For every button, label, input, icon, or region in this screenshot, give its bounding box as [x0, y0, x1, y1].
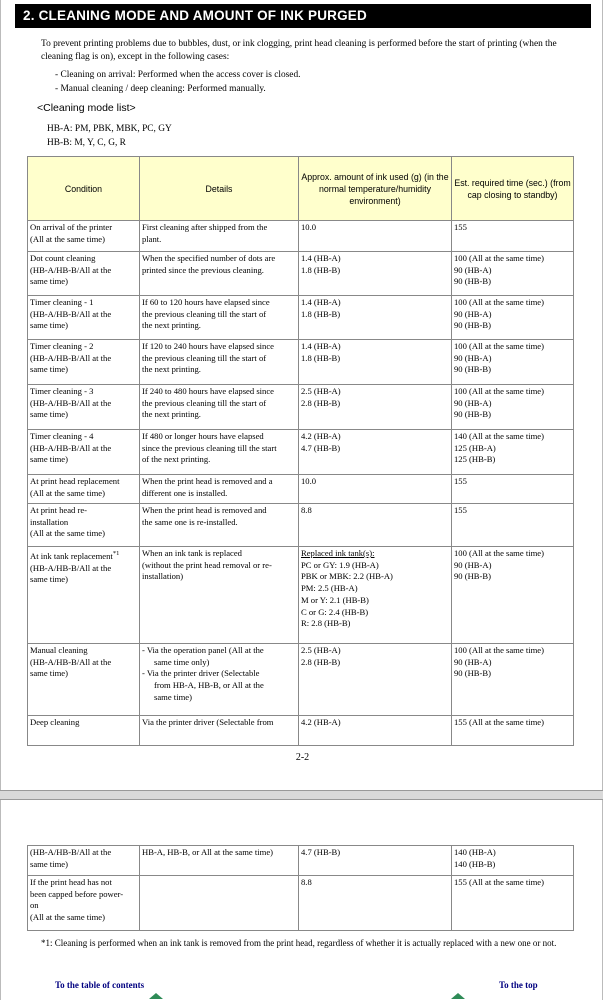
cell-time: [452, 430, 574, 475]
cell-line: If 480 or longer hours have elapsed: [142, 431, 264, 441]
cell-details: [140, 252, 299, 296]
cell-line: 125 (HB-B): [454, 454, 496, 465]
cell-line: [30, 454, 137, 466]
cell-line: [30, 563, 137, 575]
cell-line: [30, 386, 137, 398]
cell-details: [140, 340, 299, 385]
cell-line: [30, 645, 137, 657]
cell-line: 155 (All at the same time): [454, 877, 544, 887]
cell-condition: [28, 221, 140, 252]
cell-text: Dot count cleaning: [30, 253, 96, 263]
cell-text: (HB-A/HB-B/All at the: [30, 352, 112, 363]
cell-line: When the print head is removed and a: [142, 476, 273, 486]
header-time: Est. required time (sec.) (from cap closing to standby): [452, 157, 574, 221]
cell-line: 90 (HB-A): [454, 397, 492, 408]
cell-line: [30, 505, 137, 517]
cell-text: (HB-A/HB-B/All at the: [30, 264, 112, 275]
cell-time: [452, 296, 574, 340]
cell-line: [30, 443, 137, 455]
cell-text: same time): [30, 858, 68, 869]
cell-line: 90 (HB-A): [454, 352, 492, 363]
cell-line: 90 (HB-A): [454, 559, 492, 570]
cell-amount: [299, 876, 452, 931]
cell-line: [30, 859, 137, 871]
intro-paragraph: To prevent printing problems due to bubbles, dust, or ink clogging, print head cleaning is performed before the start of printing (when the cleaning flag is on), except in the following cases:: [41, 39, 557, 62]
cell-condition: [28, 296, 140, 340]
cell-amount: [299, 716, 452, 746]
cell-text: (HB-A/HB-B/All at the: [30, 656, 112, 667]
cell-details: [140, 385, 299, 430]
cell-line: 1.8 (HB-B): [301, 352, 341, 363]
top-link[interactable]: To the top: [499, 980, 538, 990]
cell-time: [452, 475, 574, 504]
cell-line: [30, 847, 137, 859]
cell-amount: [299, 296, 452, 340]
cell-line: the previous cleaning till the start of: [142, 352, 267, 363]
cell-line: [30, 309, 137, 321]
cell-line: 90 (HB-A): [454, 656, 492, 667]
table-row: [28, 385, 574, 430]
bullet-item: - Cleaning on arrival: Performed when the access cover is closed.: [55, 70, 301, 80]
cell-line: 1.4 (HB-A): [301, 253, 341, 263]
cell-line: 125 (HB-A): [454, 442, 496, 453]
table-header-row: [28, 157, 574, 221]
table-row: [28, 340, 574, 385]
cell-text: Timer cleaning - 4: [30, 431, 94, 441]
bullet-item: - Manual cleaning / deep cleaning: Performed manually.: [55, 84, 266, 94]
cell-line: 1.8 (HB-B): [301, 308, 341, 319]
cell-line: First cleaning after shipped from the: [142, 222, 268, 232]
cell-amount: [299, 504, 452, 547]
footnote-mark: *1: [112, 550, 120, 557]
table-row: [28, 475, 574, 504]
cell-text: on: [30, 900, 39, 911]
cell-line: [30, 276, 137, 288]
cell-text: (HB-A/HB-B/All at the: [30, 847, 112, 857]
cell-text: Deep cleaning: [30, 717, 80, 727]
cell-text: Manual cleaning: [30, 645, 88, 655]
cell-text: On arrival of the printer: [30, 222, 113, 232]
cell-time: [452, 385, 574, 430]
cell-line: the next printing.: [142, 364, 201, 375]
cell-line: [30, 265, 137, 277]
cell-line: 100 (All at the same time): [454, 645, 544, 655]
cell-text: (All at the same time): [30, 912, 105, 923]
cell-text: (All at the same time): [30, 233, 105, 244]
cell-text: same time): [30, 409, 68, 420]
arrow-left-icon[interactable]: [149, 993, 163, 999]
cell-line: [30, 889, 137, 901]
cell-details: [140, 876, 299, 931]
cell-line: Via the printer driver (Selectable from: [142, 717, 274, 727]
cell-line: since the previous cleaning till the start: [142, 442, 277, 453]
cleaning-cases-list: [55, 68, 575, 96]
cell-line: When the specified number of dots are: [142, 253, 276, 263]
cell-text: installation: [30, 516, 69, 527]
cell-line: [30, 297, 137, 309]
cell-time: [452, 221, 574, 252]
cell-line: printed since the previous cleaning.: [142, 264, 264, 275]
cell-details: [140, 644, 299, 716]
cell-line: [30, 717, 137, 729]
cell-amount: [299, 340, 452, 385]
cell-details: [140, 296, 299, 340]
cell-text: (HB-A/HB-B/All at the: [30, 442, 112, 453]
mode-list-heading: <Cleaning mode list>: [37, 102, 136, 114]
cell-amount: [299, 547, 452, 644]
cell-line: [30, 900, 137, 912]
cell-details: [140, 475, 299, 504]
cell-line: 155 (All at the same time): [454, 717, 544, 727]
cell-line: [30, 488, 137, 500]
cell-text: (All at the same time): [30, 487, 105, 498]
cell-text: same time): [30, 276, 68, 287]
cell-line: (without the print head removal or re-: [142, 559, 272, 570]
cell-text: (All at the same time): [30, 528, 105, 539]
table-row: [28, 716, 574, 746]
cell-text: Timer cleaning - 3: [30, 386, 94, 396]
hb-a-line: HB-A: PM, PBK, MBK, PC, GY: [47, 124, 172, 134]
cell-line: [30, 431, 137, 443]
cell-line: [30, 353, 137, 365]
cell-line: If 120 to 240 hours have elapsed since: [142, 341, 274, 351]
table-row: [28, 547, 574, 644]
cell-time: [452, 644, 574, 716]
cell-line: [30, 234, 137, 246]
cell-line: plant.: [142, 233, 162, 244]
cell-amount: [299, 475, 452, 504]
dash-line: - Via the printer driver (Selectable: [142, 668, 260, 679]
cell-line: of the next printing.: [142, 454, 211, 465]
cell-line: 4.7 (HB-B): [301, 442, 341, 453]
cell-line: HB-A, HB-B, or All at the same time): [142, 847, 274, 857]
table-row: [28, 296, 574, 340]
head-block-list: [47, 122, 172, 150]
dash-line: same time only): [154, 656, 210, 667]
cell-line: the previous cleaning till the start of: [142, 308, 267, 319]
cell-line: [30, 548, 137, 563]
cell-line: 10.0: [301, 222, 317, 232]
cell-text: (HB-A/HB-B/All at the: [30, 397, 112, 408]
cell-text: (HB-A/HB-B/All at the: [30, 562, 112, 573]
cell-line: 8.8: [301, 505, 312, 515]
table-row: [28, 876, 574, 931]
cell-line: 140 (HB-A): [454, 847, 496, 857]
page-separator: [0, 790, 603, 800]
header-condition: Condition: [28, 157, 140, 221]
cell-line: 100 (All at the same time): [454, 253, 544, 263]
cell-line: When the print head is removed and: [142, 505, 267, 515]
cell-line: 90 (HB-B): [454, 409, 491, 420]
cell-amount: [299, 252, 452, 296]
cell-line: M or Y: 2.1 (HB-B): [301, 594, 369, 605]
cell-line: the next printing.: [142, 320, 201, 331]
cell-time: [452, 340, 574, 385]
cell-line: [30, 222, 137, 234]
cell-text: At print head replacement: [30, 476, 120, 486]
cell-line: C or G: 2.4 (HB-B): [301, 606, 369, 617]
dash-line: same time): [154, 691, 192, 702]
cell-condition: [28, 547, 140, 644]
cell-text: Timer cleaning - 2: [30, 341, 94, 351]
cell-line: [30, 517, 137, 529]
table-row: [28, 252, 574, 296]
cell-details: [140, 716, 299, 746]
cell-line: [30, 574, 137, 586]
cell-line: 140 (All at the same time): [454, 431, 544, 441]
toc-link[interactable]: To the table of contents: [55, 980, 145, 990]
cell-condition: [28, 716, 140, 746]
cell-line: different one is installed.: [142, 487, 228, 498]
hb-b-line: HB-B: M, Y, C, G, R: [47, 138, 126, 148]
cell-amount: [299, 644, 452, 716]
cell-condition: [28, 385, 140, 430]
cell-line: 90 (HB-A): [454, 308, 492, 319]
cell-line: 2.8 (HB-B): [301, 397, 341, 408]
cell-line: 90 (HB-B): [454, 571, 491, 582]
cell-line: 90 (HB-B): [454, 320, 491, 331]
cell-line: 4.2 (HB-A): [301, 717, 341, 727]
cell-line: 2.5 (HB-A): [301, 645, 341, 655]
cell-line: 90 (HB-B): [454, 276, 491, 287]
cell-time: [452, 252, 574, 296]
cell-line: [30, 476, 137, 488]
cell-amount: [299, 385, 452, 430]
header-amount: Approx. amount of ink used (g) (in the normal temperature/humidity environment): [299, 157, 452, 221]
cell-line: [30, 364, 137, 376]
cell-time: [452, 504, 574, 547]
cell-condition: [28, 504, 140, 547]
cell-text: (HB-A/HB-B/All at the: [30, 308, 112, 319]
table-row: [28, 504, 574, 547]
cell-text: Timer cleaning - 1: [30, 297, 94, 307]
cell-line: 10.0: [301, 476, 317, 486]
cell-line: 2.5 (HB-A): [301, 386, 341, 396]
dash-line: from HB-A, HB-B, or All at the: [154, 680, 264, 691]
cell-line: [30, 409, 137, 421]
table-row: [28, 430, 574, 475]
cell-line: PBK or MBK: 2.2 (HB-A): [301, 571, 393, 582]
dash-line: - Via the operation panel (All at the: [142, 645, 264, 655]
cleaning-mode-table-continued: [27, 845, 574, 931]
table-row: [28, 221, 574, 252]
cell-line: If 240 to 480 hours have elapsed since: [142, 386, 274, 396]
cell-line: [30, 668, 137, 680]
cell-line: the previous cleaning till the start of: [142, 397, 267, 408]
cell-text: same time): [30, 574, 68, 585]
cell-line: installation): [142, 571, 184, 582]
cell-details: [140, 504, 299, 547]
cell-line: [30, 320, 137, 332]
cell-line: When an ink tank is replaced: [142, 548, 242, 558]
cell-amount: [299, 430, 452, 475]
document-page-2: [0, 800, 603, 1000]
table-row: [28, 846, 574, 876]
cell-condition: [28, 876, 140, 931]
cell-line: 155: [454, 222, 467, 232]
section-title: 2. CLEANING MODE AND AMOUNT OF INK PURGED: [15, 4, 591, 28]
cell-time: [452, 716, 574, 746]
cell-line: [30, 341, 137, 353]
cell-line: R: 2.8 (HB-B): [301, 618, 351, 629]
cell-line: 140 (HB-B): [454, 858, 496, 869]
cell-time: [452, 547, 574, 644]
cell-details: [140, 221, 299, 252]
cell-line: the next printing.: [142, 409, 201, 420]
cell-text: same time): [30, 454, 68, 465]
cell-amount: [299, 221, 452, 252]
cell-line: 1.8 (HB-B): [301, 264, 341, 275]
cell-line: If 60 to 120 hours have elapsed since: [142, 297, 270, 307]
table-row: [28, 644, 574, 716]
cell-line: 90 (HB-B): [454, 364, 491, 375]
cell-text: same time): [30, 320, 68, 331]
page-number: 2-2: [295, 752, 310, 763]
cell-line: 100 (All at the same time): [454, 386, 544, 396]
amount-heading: Replaced ink tank(s):: [301, 548, 375, 558]
cell-line: [30, 912, 137, 924]
cell-line: [30, 528, 137, 540]
cell-text: At ink tank replacement: [30, 550, 113, 561]
cell-line: 4.2 (HB-A): [301, 431, 341, 441]
cell-line: [30, 877, 137, 889]
cell-condition: [28, 644, 140, 716]
cell-text: If the print head has not: [30, 877, 112, 887]
cell-time: [452, 876, 574, 931]
cell-line: 155: [454, 476, 467, 486]
cell-text: At print head re-: [30, 505, 88, 515]
cell-text: same time): [30, 364, 68, 375]
cell-line: 1.4 (HB-A): [301, 297, 341, 307]
cell-line: PM: 2.5 (HB-A): [301, 583, 358, 594]
cell-details: [140, 430, 299, 475]
cell-line: 8.8: [301, 877, 312, 887]
cell-text: same time): [30, 668, 68, 679]
cell-line: [30, 253, 137, 265]
cell-line: [30, 657, 137, 669]
cleaning-mode-table: [27, 156, 574, 746]
cell-condition: [28, 430, 140, 475]
cell-line: 155: [454, 505, 467, 515]
arrow-up-icon[interactable]: [451, 993, 465, 999]
cell-line: 100 (All at the same time): [454, 341, 544, 351]
cell-condition: [28, 252, 140, 296]
cell-condition: [28, 475, 140, 504]
cell-line: 1.4 (HB-A): [301, 341, 341, 351]
cell-line: 100 (All at the same time): [454, 297, 544, 307]
cell-details: [140, 547, 299, 644]
cell-line: 2.8 (HB-B): [301, 656, 341, 667]
cell-line: PC or GY: 1.9 (HB-A): [301, 559, 379, 570]
cell-condition: [28, 340, 140, 385]
cell-amount: [299, 846, 452, 876]
footnote: *1: Cleaning is performed when an ink tank is removed from the print head, regardless of whether it is actually replaced with a new one or not.: [41, 938, 557, 948]
cell-line: 100 (All at the same time): [454, 548, 544, 558]
cell-line: the same one is re-installed.: [142, 516, 238, 527]
cell-condition: [28, 846, 140, 876]
cell-line: 4.7 (HB-B): [301, 847, 341, 857]
cell-line: [30, 398, 137, 410]
cell-time: [452, 846, 574, 876]
cell-line: 90 (HB-A): [454, 264, 492, 275]
cell-details: [140, 846, 299, 876]
header-details: Details: [140, 157, 299, 221]
cell-text: been capped before power-: [30, 888, 124, 899]
cell-line: 90 (HB-B): [454, 668, 491, 679]
